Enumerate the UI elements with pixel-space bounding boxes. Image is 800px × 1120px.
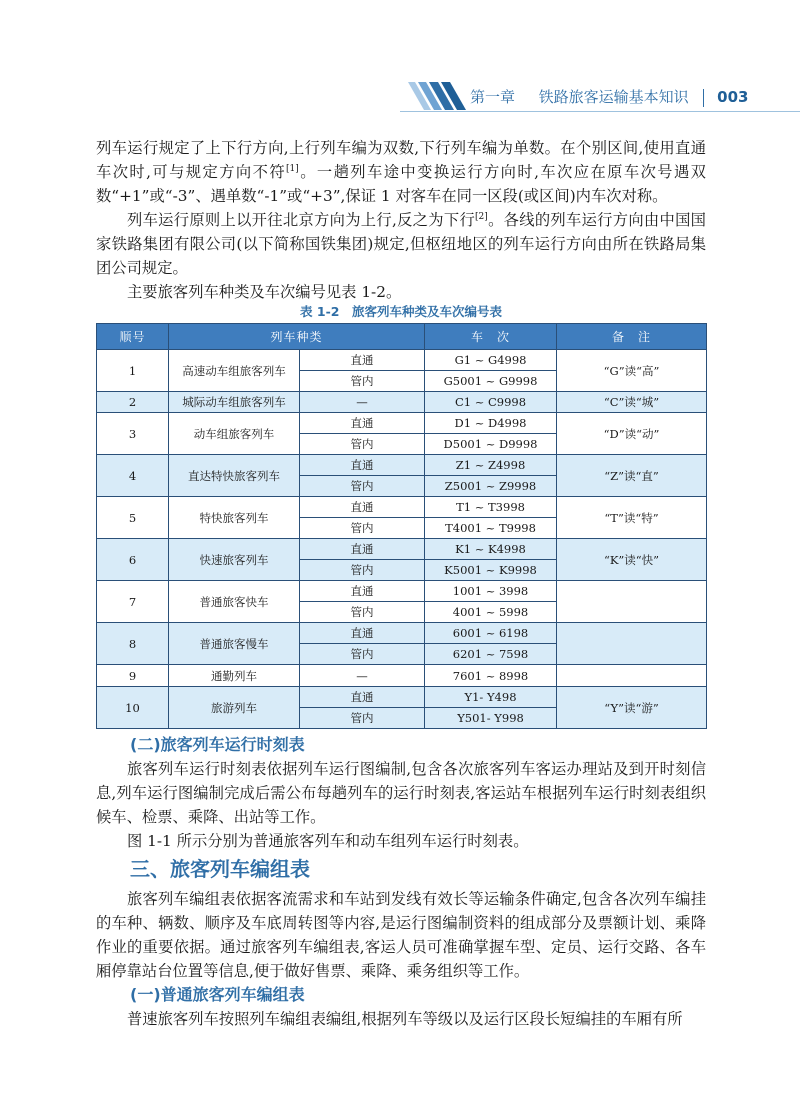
intro-paragraph-1: 列车运行规定了上下行方向,上行列车编为双数,下行列车编为单数。在个别区间,使用直通车次时,可与规定方向不符[1]。一趟列车途中变换运行方向时,车次应在原车次号遇双数“+1”或“-3”、遇单数“-1”或“+3”,保证 1 对客车在同一区段(或区间)内车次对称。 — [96, 139, 706, 205]
table-row: 10 旅游列车 直通 Y1- Y498 “Y”读“游” — [97, 687, 707, 708]
table-row: 1 高速动车组旅客列车 直通 G1 ~ G4998 “G”读“高” — [97, 350, 707, 371]
section-heading-formation: 三、旅客列车编组表 — [130, 857, 310, 881]
table-row: 5 特快旅客列车 直通 T1 ~ T3998 “T”读“特” — [97, 497, 707, 518]
train-category-table — [96, 323, 707, 729]
header-stripes-decoration — [400, 82, 470, 110]
table-row: 2 城际动车组旅客列车 — C1 ~ C9998 “C”读“城” — [97, 392, 707, 413]
chapter-label: 第一章 — [470, 88, 516, 106]
timetable-paragraph-2: 图 1-1 所示分别为普通旅客列车和动车组列车运行时刻表。 — [127, 832, 529, 850]
header-rule — [400, 111, 800, 112]
table-row: 管内 Y501- Y998 — [97, 708, 707, 729]
table-caption: 表 1-2 旅客列车种类及车次编号表 — [300, 304, 502, 319]
section-heading-timetable: (二)旅客列车运行时刻表 — [130, 735, 305, 754]
reference-1: [1] — [286, 164, 299, 174]
table-row: 管内 K5001 ~ K9998 — [97, 560, 707, 581]
formation-paragraph-2: 普速旅客列车按照列车编组表编组,根据列车等级以及运行区段长短编挂的车厢有所 — [127, 1010, 683, 1028]
intro-paragraph-2: 列车运行原则上以开往北京方向为上行,反之为下行[2]。各线的列车运行方向由中国国家铁路集团有限公司(以下简称国铁集团)规定,但枢纽地区的列车运行方向由所在铁路局集团公司规定。 — [96, 211, 706, 277]
table-row: 9 通勤列车 — 7601 ~ 8998 — [97, 665, 707, 687]
header-number: 顺号 — [97, 324, 169, 350]
table-row: 管内 T4001 ~ T9998 — [97, 518, 707, 539]
intro-paragraph-3: 主要旅客列车种类及车次编号见表 1-2。 — [127, 283, 402, 301]
header-separator — [703, 89, 704, 107]
timetable-paragraph-1: 旅客列车运行时刻表依据列车运行图编制,包含各次旅客列车客运办理站及到开时刻信息,列车运行图编制完成后需公布每趟列车的运行时刻表,客运站车根据列车运行时刻表组织候车、检票、乘降、出站等工作。 — [96, 760, 706, 826]
table-row: 6 快速旅客列车 直通 K1 ~ K4998 “K”读“快” — [97, 539, 707, 560]
table-row: 管内 4001 ~ 5998 — [97, 602, 707, 623]
table-row: 3 动车组旅客列车 直通 D1 ~ D4998 “D”读“动” — [97, 413, 707, 434]
page-number: 003 — [717, 88, 749, 106]
header-train-type: 列车种类 — [169, 324, 425, 350]
header-train-number: 车 次 — [425, 324, 557, 350]
chapter-title: 铁路旅客运输基本知识 — [538, 88, 689, 106]
table-row: 管内 Z5001 ~ Z9998 — [97, 476, 707, 497]
table-row: 管内 D5001 ~ D9998 — [97, 434, 707, 455]
table-row: 8 普通旅客慢车 直通 6001 ~ 6198 — [97, 623, 707, 644]
table-row: 7 普通旅客快车 直通 1001 ~ 3998 — [97, 581, 707, 602]
header-remarks: 备 注 — [557, 324, 707, 350]
table-row: 管内 6201 ~ 7598 — [97, 644, 707, 665]
reference-2: [2] — [475, 212, 488, 222]
running-header — [470, 84, 748, 110]
table-row: 管内 G5001 ~ G9998 — [97, 371, 707, 392]
formation-paragraph-1: 旅客列车编组表依据客流需求和车站到发线有效长等运输条件确定,包含各次列车编挂的车种、辆数、顺序及车底周转图等内容,是运行图编制资料的组成部分及票额计划、乘降作业的重要依据。通过旅客列车编组表,客运人员可准确掌握车型、定员、运行交路、各车厢停靠站台位置等信息,便于做好售票、乘降、乘务组织等工作。 — [96, 890, 706, 980]
subsection-heading-ordinary: (一)普通旅客列车编组表 — [130, 985, 305, 1004]
table-row: 4 直达特快旅客列车 直通 Z1 ~ Z4998 “Z”读“直” — [97, 455, 707, 476]
table-header-row — [97, 324, 707, 350]
